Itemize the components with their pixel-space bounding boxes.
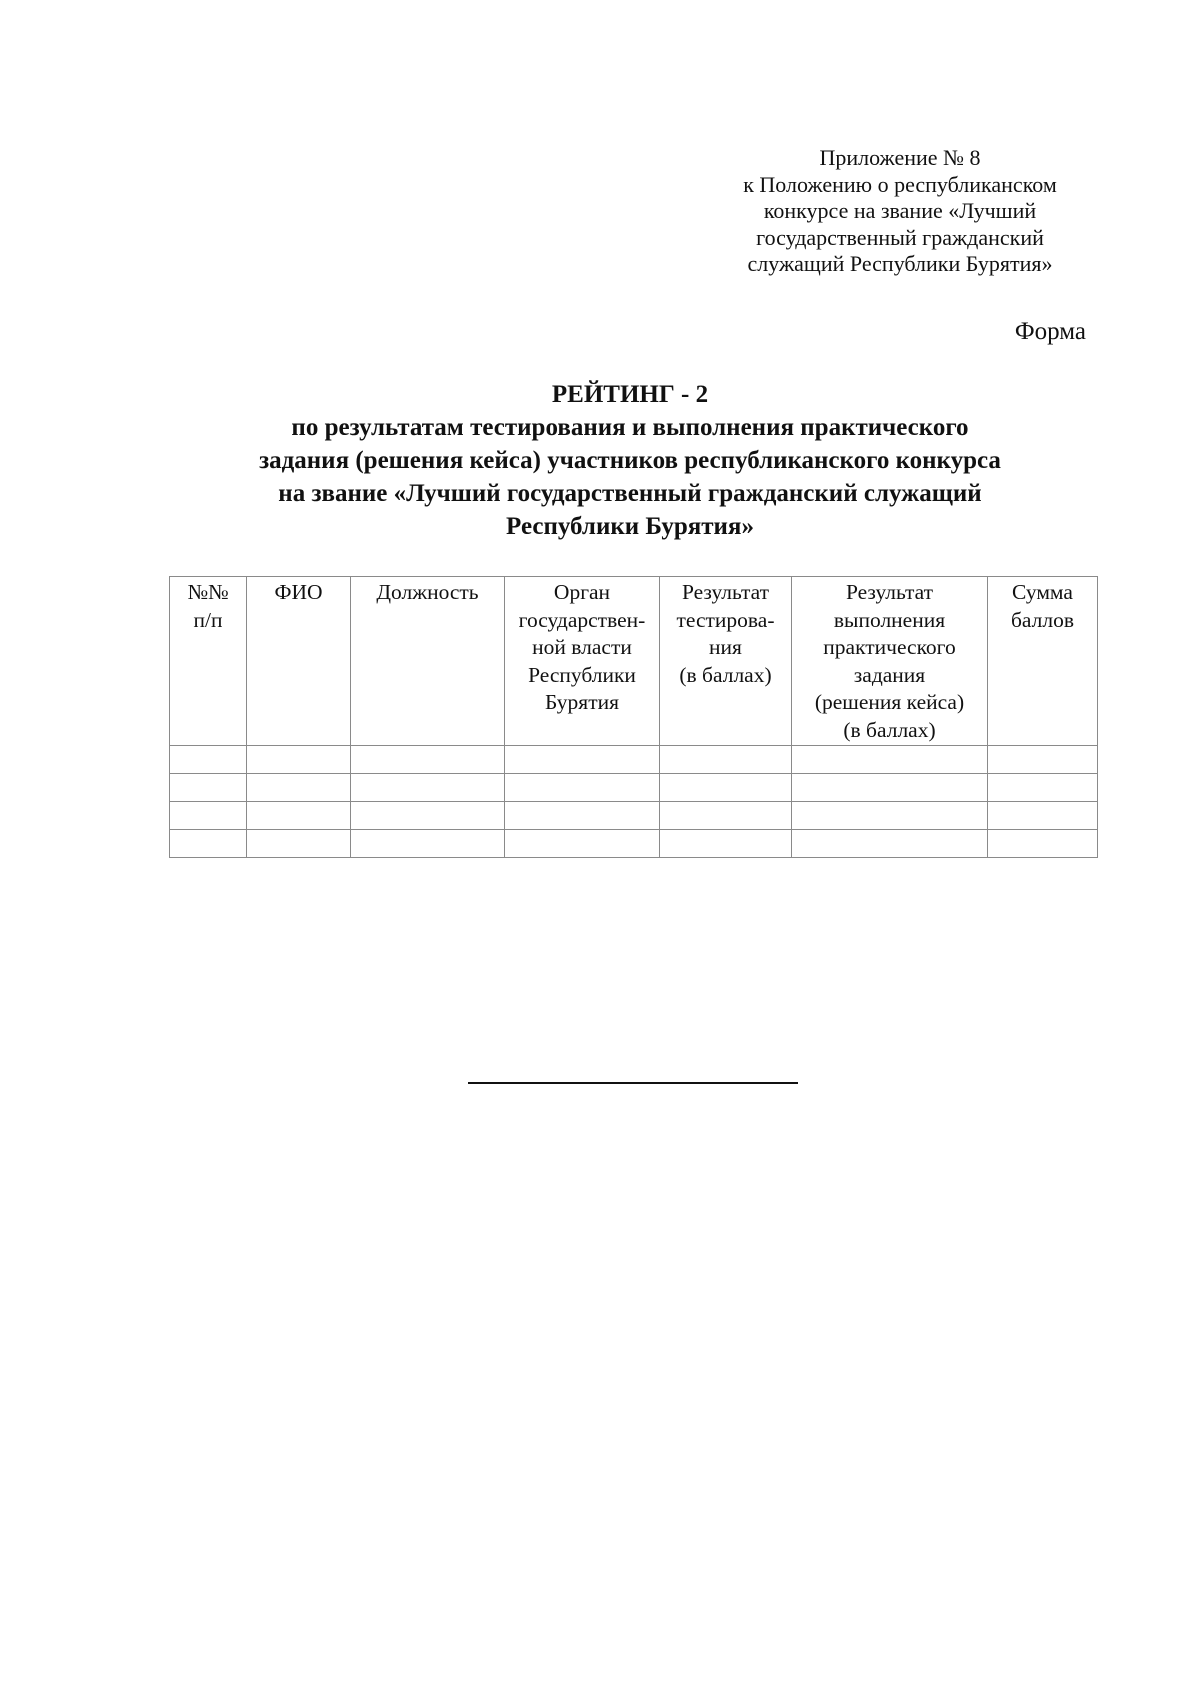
header-cell-authority: Орган государствен- ной власти Республики Бурятия xyxy=(505,577,660,746)
appendix-reference xyxy=(720,145,1080,278)
header-cell-test-result: Результат тестирова- ния (в баллах) xyxy=(660,577,792,746)
table-cell[interactable] xyxy=(792,746,988,774)
document-title xyxy=(100,378,1160,543)
table-cell[interactable] xyxy=(660,830,792,858)
table-cell[interactable] xyxy=(170,746,247,774)
table-row xyxy=(170,774,1098,802)
table-cell[interactable] xyxy=(988,802,1098,830)
table-cell[interactable] xyxy=(792,774,988,802)
table-row xyxy=(170,802,1098,830)
table-row xyxy=(170,830,1098,858)
table-cell[interactable] xyxy=(505,830,660,858)
table-cell[interactable] xyxy=(792,830,988,858)
table-cell[interactable] xyxy=(170,830,247,858)
header-cell-fio: ФИО xyxy=(247,577,351,746)
table-cell[interactable] xyxy=(505,802,660,830)
table-cell[interactable] xyxy=(660,774,792,802)
signature-divider-line xyxy=(468,1082,798,1084)
table-cell[interactable] xyxy=(351,774,505,802)
table-cell[interactable] xyxy=(351,746,505,774)
table-cell[interactable] xyxy=(247,774,351,802)
table-cell[interactable] xyxy=(170,774,247,802)
title-line: на звание «Лучший государственный гражданский служащий xyxy=(278,480,982,507)
table-cell[interactable] xyxy=(988,774,1098,802)
table-cell[interactable] xyxy=(988,746,1098,774)
table-cell[interactable] xyxy=(247,746,351,774)
table-cell[interactable] xyxy=(660,802,792,830)
table-cell[interactable] xyxy=(247,830,351,858)
table-cell[interactable] xyxy=(505,774,660,802)
title-line: Республики Бурятия» xyxy=(506,513,754,540)
table-cell[interactable] xyxy=(351,802,505,830)
appendix-line: служащий Республики Бурятия» xyxy=(747,251,1053,276)
table-cell[interactable] xyxy=(247,802,351,830)
appendix-line: государственный гражданский xyxy=(756,224,1044,250)
rating-table xyxy=(169,576,1098,858)
appendix-line: конкурсе на звание «Лучший xyxy=(763,198,1037,223)
table-cell[interactable] xyxy=(660,746,792,774)
header-cell-total: Сумма баллов xyxy=(988,577,1098,746)
table-cell[interactable] xyxy=(988,830,1098,858)
title-line: по результатам тестирования и выполнения практического xyxy=(291,414,969,441)
form-label: Форма xyxy=(1014,318,1086,345)
title-line: задания (решения кейса) участников республиканского конкурса xyxy=(259,447,1001,474)
table-cell[interactable] xyxy=(351,830,505,858)
table-cell[interactable] xyxy=(792,802,988,830)
table-row xyxy=(170,746,1098,774)
table-cell[interactable] xyxy=(505,746,660,774)
table-cell[interactable] xyxy=(170,802,247,830)
header-cell-number: №№ п/п xyxy=(170,577,247,746)
appendix-line: к Положению о республиканском xyxy=(743,171,1057,197)
header-cell-case-result: Результат выполнения практического задания (решения кейса) (в баллах) xyxy=(792,577,988,746)
title-main: РЕЙТИНГ - 2 xyxy=(551,381,709,408)
table-header-row xyxy=(170,577,1098,746)
appendix-line: Приложение № 8 xyxy=(819,145,981,170)
header-cell-position: Должность xyxy=(351,577,505,746)
